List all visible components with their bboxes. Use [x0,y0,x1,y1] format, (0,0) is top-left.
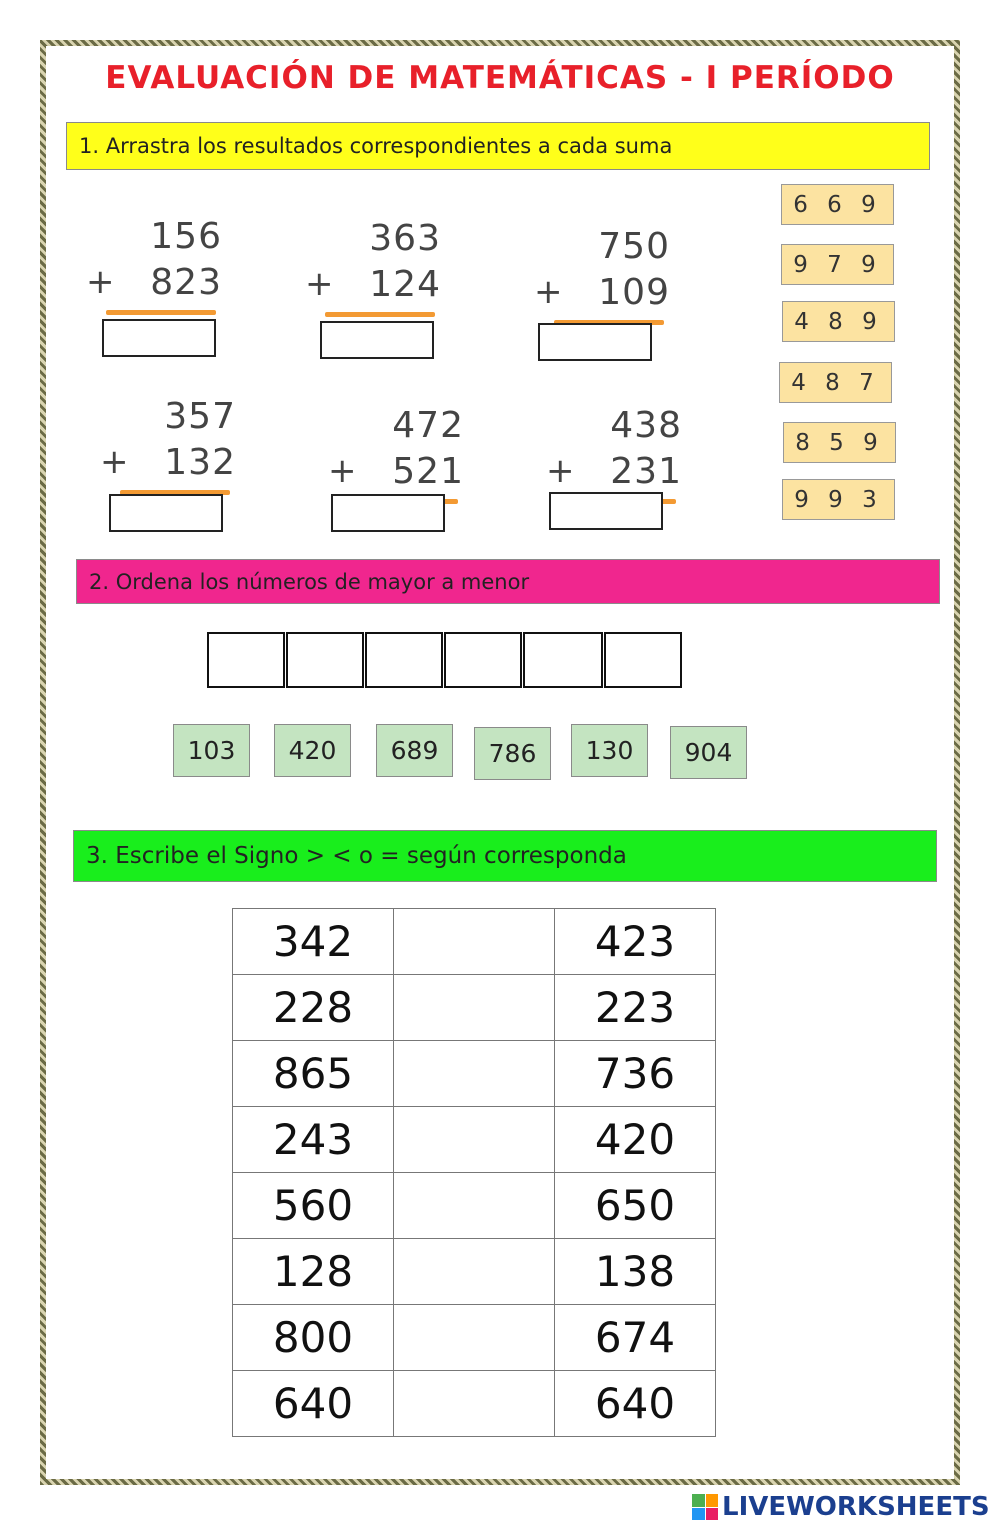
instruction-banner-2 [76,559,940,604]
draggable-result[interactable]: 4 8 9 [782,301,895,342]
left-number: 243 [233,1107,394,1173]
answer-drop-box[interactable] [320,321,434,359]
instruction-banner-3 [73,830,937,882]
answer-drop-box[interactable] [102,319,216,357]
draggable-result[interactable]: 8 5 9 [783,422,896,463]
order-drop-box[interactable] [365,632,443,688]
draggable-number[interactable]: 904 [670,726,747,779]
instruction-banner-1 [66,122,930,170]
page-title: EVALUACIÓN DE MATEMÁTICAS - I PERÍODO [105,60,895,96]
sign-input-cell[interactable] [394,1173,555,1239]
left-number: 342 [233,909,394,975]
addend-bottom: 521 [392,451,464,492]
table-row [233,1371,716,1437]
plus-sign: + [305,264,334,304]
table-row [233,975,716,1041]
sign-input-cell[interactable] [394,1041,555,1107]
addend-top: 438 [610,405,682,446]
draggable-result[interactable]: 4 8 7 [779,362,892,403]
sum-underline [106,310,216,315]
sign-input-cell[interactable] [394,1107,555,1173]
order-drop-box[interactable] [444,632,522,688]
draggable-number[interactable]: 103 [173,724,250,777]
instruction-text: 1. Arrastra los resultados correspondientes a cada suma [79,134,673,158]
addend-top: 156 [150,216,222,257]
sign-input-cell[interactable] [394,1305,555,1371]
order-drop-box[interactable] [523,632,603,688]
answer-drop-box[interactable] [549,492,663,530]
table-row [233,1305,716,1371]
order-drop-row [207,632,683,688]
table-row [233,909,716,975]
draggable-result[interactable]: 9 9 3 [782,479,895,520]
answer-drop-box[interactable] [331,494,445,532]
right-number: 736 [555,1041,716,1107]
right-number: 420 [555,1107,716,1173]
right-number: 138 [555,1239,716,1305]
logo-text: LIVEWORKSHEETS [722,1492,990,1522]
addend-top: 363 [369,218,441,259]
addend-bottom: 823 [150,262,222,303]
left-number: 128 [233,1239,394,1305]
plus-sign: + [328,451,357,491]
sign-input-cell[interactable] [394,1371,555,1437]
answer-drop-box[interactable] [109,494,223,532]
right-number: 223 [555,975,716,1041]
table-row [233,1173,716,1239]
comparison-table [232,908,716,1437]
right-number: 650 [555,1173,716,1239]
left-number: 640 [233,1371,394,1437]
left-number: 560 [233,1173,394,1239]
order-drop-box[interactable] [286,632,364,688]
draggable-result[interactable]: 9 7 9 [781,244,894,285]
draggable-number[interactable]: 689 [376,724,453,777]
instruction-text: 2. Ordena los números de mayor a menor [89,569,530,594]
left-number: 800 [233,1305,394,1371]
liveworksheets-logo [692,1492,990,1522]
right-number: 640 [555,1371,716,1437]
sign-input-cell[interactable] [394,909,555,975]
table-row [233,1107,716,1173]
plus-sign: + [546,451,575,491]
order-drop-box[interactable] [207,632,285,688]
order-drop-box[interactable] [604,632,682,688]
addend-bottom: 109 [598,272,670,313]
plus-sign: + [100,442,129,482]
addition-problem [328,405,478,555]
addend-top: 357 [164,396,236,437]
liveworksheets-logo-icon [692,1494,718,1520]
answer-drop-box[interactable] [538,323,652,361]
sign-input-cell[interactable] [394,975,555,1041]
instruction-text: 3. Escribe el Signo > < o = según corresponda [86,843,627,869]
draggable-number[interactable]: 786 [474,727,551,780]
right-number: 423 [555,909,716,975]
addend-top: 750 [598,226,670,267]
left-number: 228 [233,975,394,1041]
addend-bottom: 124 [369,264,441,305]
plus-sign: + [534,272,563,312]
addend-top: 472 [392,405,464,446]
sum-underline [325,312,435,317]
table-row [233,1041,716,1107]
table-row [233,1239,716,1305]
sign-input-cell[interactable] [394,1239,555,1305]
addition-problem [546,405,696,555]
right-number: 674 [555,1305,716,1371]
addend-bottom: 132 [164,442,236,483]
left-number: 865 [233,1041,394,1107]
plus-sign: + [86,262,115,302]
addend-bottom: 231 [610,451,682,492]
draggable-number[interactable]: 420 [274,724,351,777]
draggable-number[interactable]: 130 [571,724,648,777]
draggable-result[interactable]: 6 6 9 [781,184,894,225]
